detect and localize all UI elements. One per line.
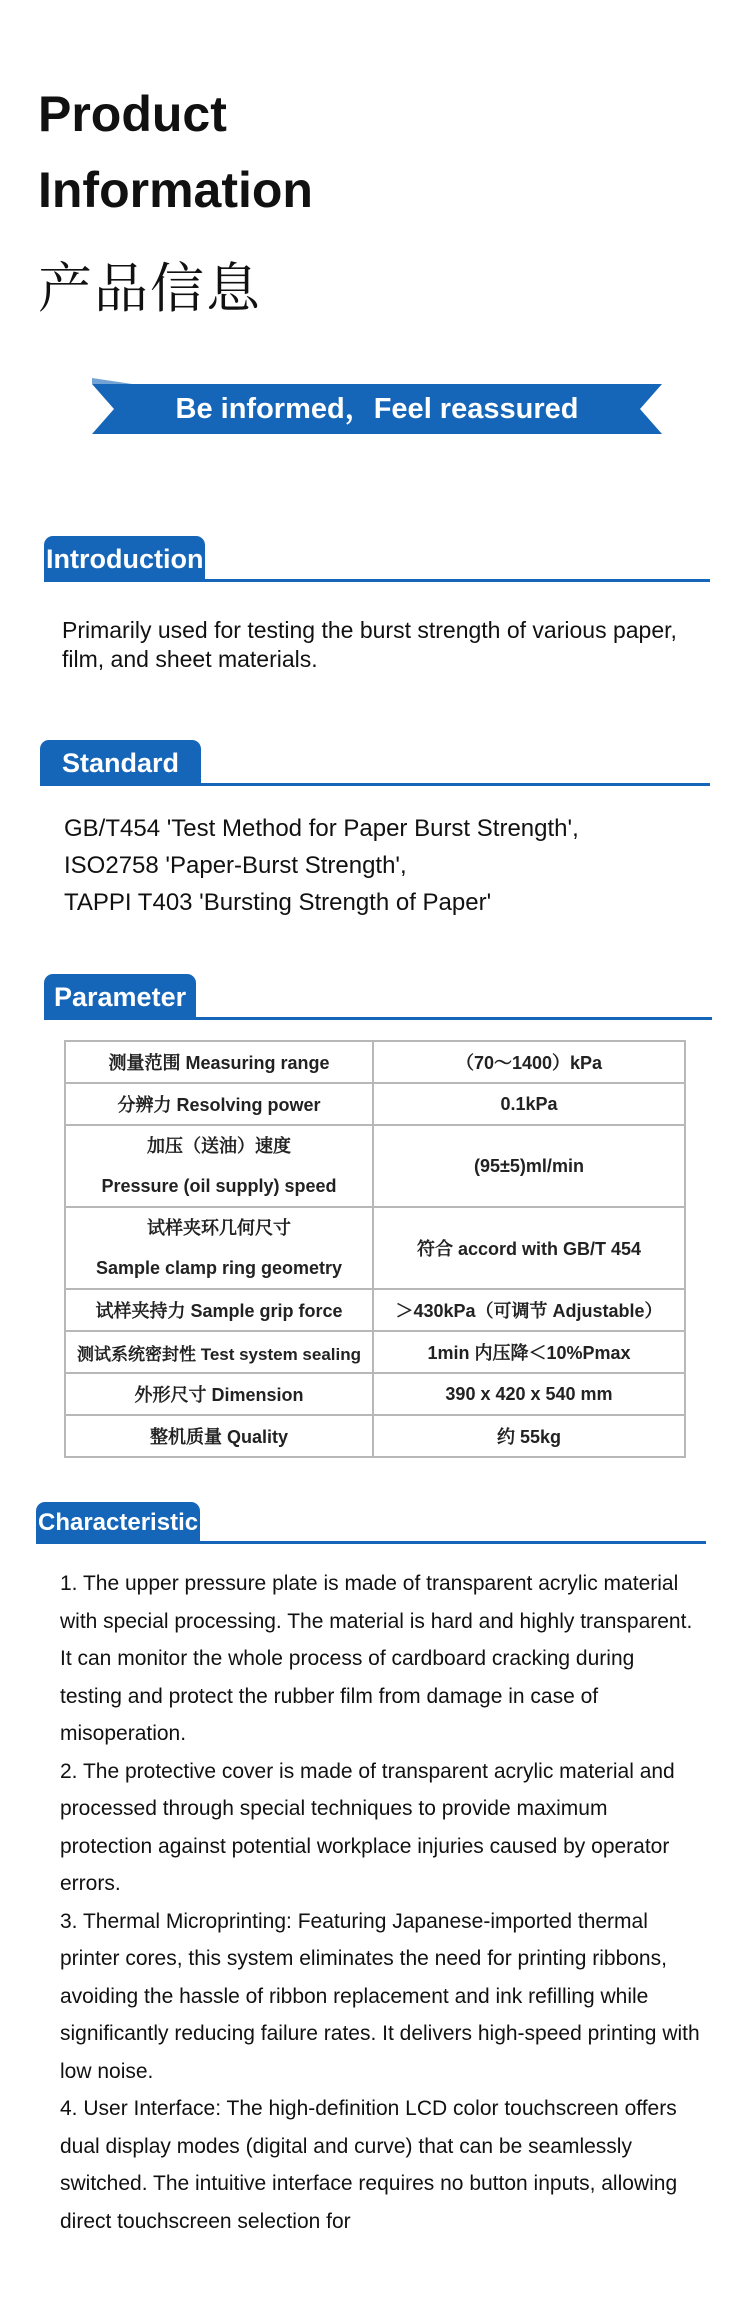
param-value: 符合 accord with GB/T 454	[373, 1207, 685, 1289]
banner-text: Be informed，Feel reassured	[175, 393, 579, 425]
page-title-line-2: Information	[38, 162, 313, 218]
characteristic-item: 4. User Interface: The high-definition LCD color touchscreen offers dual display modes (digital and curve) that can be seamlessly switched. The intuitive interface requires no button inputs, allowing direct touchscreen selection for	[60, 2097, 678, 2233]
param-value: （70～1400）kPa	[373, 1041, 685, 1083]
page-title-chinese: 产品信息	[38, 257, 262, 320]
param-label: 整机质量 Quality	[65, 1415, 373, 1457]
section-title-introduction: Introduction	[44, 536, 205, 580]
param-label: 外形尺寸 Dimension	[65, 1373, 373, 1415]
characteristic-item: 3. Thermal Microprinting: Featuring Japanese-imported thermal printer cores, this system eliminates the need for printing ribbons, avoiding the hassle of ribbon replacement and ink refilling while significantly reducing failure rates. It delivers high-speed printing with low noise.	[60, 1909, 700, 2083]
table-row	[65, 1041, 685, 1083]
section-title-parameter: Parameter	[44, 974, 196, 1018]
section-divider	[40, 783, 710, 786]
standard-item: TAPPI T403 'Bursting Strength of Paper'	[64, 889, 492, 916]
param-value: ＞430kPa（可调节 Adjustable）	[373, 1289, 685, 1331]
table-row	[65, 1207, 685, 1289]
param-label: 分辨力 Resolving power	[65, 1083, 373, 1125]
section-header-parameter	[44, 974, 712, 1020]
section-title-standard: Standard	[40, 740, 201, 784]
section-divider	[44, 579, 710, 582]
table-row	[65, 1373, 685, 1415]
parameter-table	[64, 1040, 686, 1458]
param-label: 试样夹持力 Sample grip force	[65, 1289, 373, 1331]
param-label: 测试系统密封性 Test system sealing	[65, 1331, 373, 1373]
param-value: 0.1kPa	[373, 1083, 685, 1125]
characteristic-item: 1. The upper pressure plate is made of transparent acrylic material with special processing. The material is hard and highly transparent. It can monitor the whole process of cardboard cracking during testing and protect the rubber film from damage in case of misoperation.	[60, 1572, 693, 1745]
section-divider	[36, 1541, 706, 1544]
table-row	[65, 1083, 685, 1125]
standard-item: ISO2758 'Paper-Burst Strength',	[64, 852, 407, 879]
slogan-banner	[92, 378, 662, 440]
standard-item: GB/T454 'Test Method for Paper Burst Strength',	[64, 815, 579, 842]
table-row	[65, 1331, 685, 1373]
section-divider	[44, 1017, 712, 1020]
param-label-zh: 加压（送油）速度	[147, 1136, 291, 1156]
param-label	[65, 1125, 373, 1207]
section-header-introduction	[44, 536, 710, 582]
param-label-en: Sample clamp ring geometry	[95, 1258, 343, 1278]
param-value: 1min 内压降＜10%Pmax	[373, 1331, 685, 1373]
section-header-standard	[40, 740, 710, 786]
standard-list	[64, 810, 704, 921]
section-title-characteristic: Characteristic	[36, 1502, 200, 1542]
param-label-zh: 试样夹环几何尺寸	[147, 1218, 291, 1238]
param-value: 约 55kg	[373, 1415, 685, 1457]
introduction-text: Primarily used for testing the burst strength of various paper, film, and sheet materials.	[62, 617, 677, 672]
page-title-line-1: Product	[38, 86, 227, 142]
table-row	[65, 1125, 685, 1207]
param-label-en: Pressure (oil supply) speed	[101, 1176, 337, 1196]
characteristic-item: 2. The protective cover is made of transparent acrylic material and processed through special techniques to provide maximum protection against potential workplace injuries caused by operator errors.	[60, 1759, 675, 1895]
param-label: 测量范围 Measuring range	[65, 1041, 373, 1083]
param-label	[65, 1207, 373, 1289]
table-row	[65, 1289, 685, 1331]
table-row	[65, 1415, 685, 1457]
characteristic-list	[60, 1565, 700, 2240]
section-header-characteristic	[36, 1502, 706, 1544]
param-value: 390 x 420 x 540 mm	[373, 1373, 685, 1415]
param-value: (95±5)ml/min	[373, 1125, 685, 1207]
